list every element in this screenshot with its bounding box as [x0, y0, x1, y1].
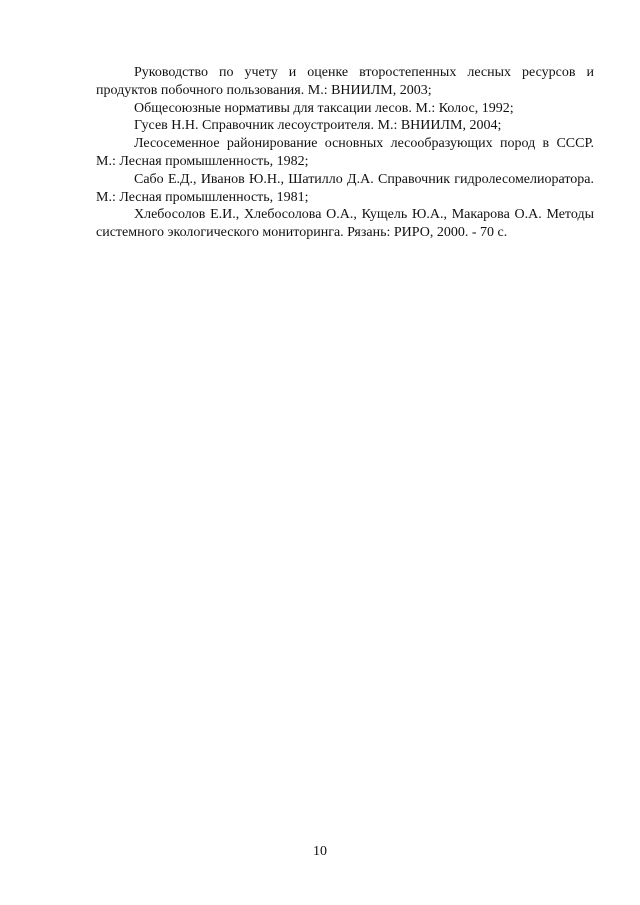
reference-list	[96, 64, 594, 242]
page-number: 10	[313, 844, 327, 859]
reference-item: Общесоюзные нормативы для таксации лесов. М.: Колос, 1992;	[134, 100, 514, 116]
reference-item: Гусев Н.Н. Справочник лесоустроителя. М.: ВНИИЛМ, 2004;	[134, 118, 502, 134]
reference-item: Лесосеменное районирование основных лесообразующих пород в СССР. М.: Лесная промышленность, 1982;	[96, 136, 594, 169]
reference-item: Руководство по учету и оценке второстепенных лесных ресурсов и продуктов побочного пользования. М.: ВНИИЛМ, 2003;	[96, 65, 594, 98]
reference-item: Хлебосолов Е.И., Хлебосолова О.А., Кущель Ю.А., Макарова О.А. Методы системного экологического мониторинга. Рязань: РИРО, 2000. - 70 с.	[96, 207, 594, 241]
reference-item: Сабо Е.Д., Иванов Ю.Н., Шатилло Д.А. Справочник гидролесомелиоратора. М.: Лесная промышленность, 1981;	[96, 171, 594, 205]
